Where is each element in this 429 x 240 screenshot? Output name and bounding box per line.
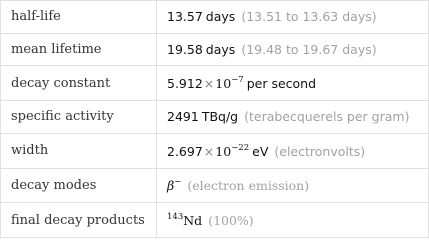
value-mantissa: 5.912 <box>167 76 203 92</box>
value-base: 10 <box>215 76 232 92</box>
value-number: 19.58 <box>167 42 203 58</box>
table-row-half-life <box>1 1 429 34</box>
value-base: 10 <box>215 143 232 159</box>
row-label: specific activity <box>1 101 157 134</box>
row-label: mean lifetime <box>1 33 157 66</box>
times-sign: × <box>203 143 215 159</box>
beta-superscript: − <box>174 177 182 188</box>
value-mantissa: 2.697 <box>167 143 203 159</box>
value-range: (13.51 to 13.63 days) <box>241 9 377 25</box>
value-note: (electron emission) <box>187 178 310 194</box>
table-row-final-decay-products <box>1 203 429 238</box>
row-label: width <box>1 133 157 168</box>
value-note: (electronvolts) <box>274 143 366 159</box>
table-row-decay-constant <box>1 66 429 101</box>
value-unit: eV <box>252 143 269 159</box>
beta-symbol: β <box>167 178 175 194</box>
table-row-specific-activity <box>1 101 429 134</box>
value-number: 2491 <box>167 109 199 125</box>
value-unit: TBq/g <box>201 109 239 125</box>
row-label: decay modes <box>1 168 157 203</box>
value-unit: per second <box>246 76 317 92</box>
times-sign: × <box>203 76 215 92</box>
value-number: 13.57 <box>167 9 203 25</box>
table-row-mean-lifetime <box>1 33 429 66</box>
row-value <box>157 101 429 134</box>
table-row-width <box>1 133 429 168</box>
row-value <box>157 1 429 34</box>
value-note: (100%) <box>208 213 254 229</box>
row-label: half-life <box>1 1 157 34</box>
value-note: (terabecquerels per gram) <box>244 109 410 125</box>
row-value <box>157 168 429 203</box>
row-label: final decay products <box>1 203 157 238</box>
value-exponent: −22 <box>231 142 250 153</box>
mass-number: 143 <box>167 212 184 223</box>
value-range: (19.48 to 19.67 days) <box>241 42 377 58</box>
value-unit: days <box>205 42 236 58</box>
value-exponent: −7 <box>231 75 244 86</box>
row-value <box>157 66 429 101</box>
row-value <box>157 203 429 238</box>
value-unit: days <box>205 9 236 25</box>
row-value <box>157 33 429 66</box>
table-row-decay-modes <box>1 168 429 203</box>
row-label: decay constant <box>1 66 157 101</box>
row-value <box>157 133 429 168</box>
element-symbol: Nd <box>183 213 203 229</box>
